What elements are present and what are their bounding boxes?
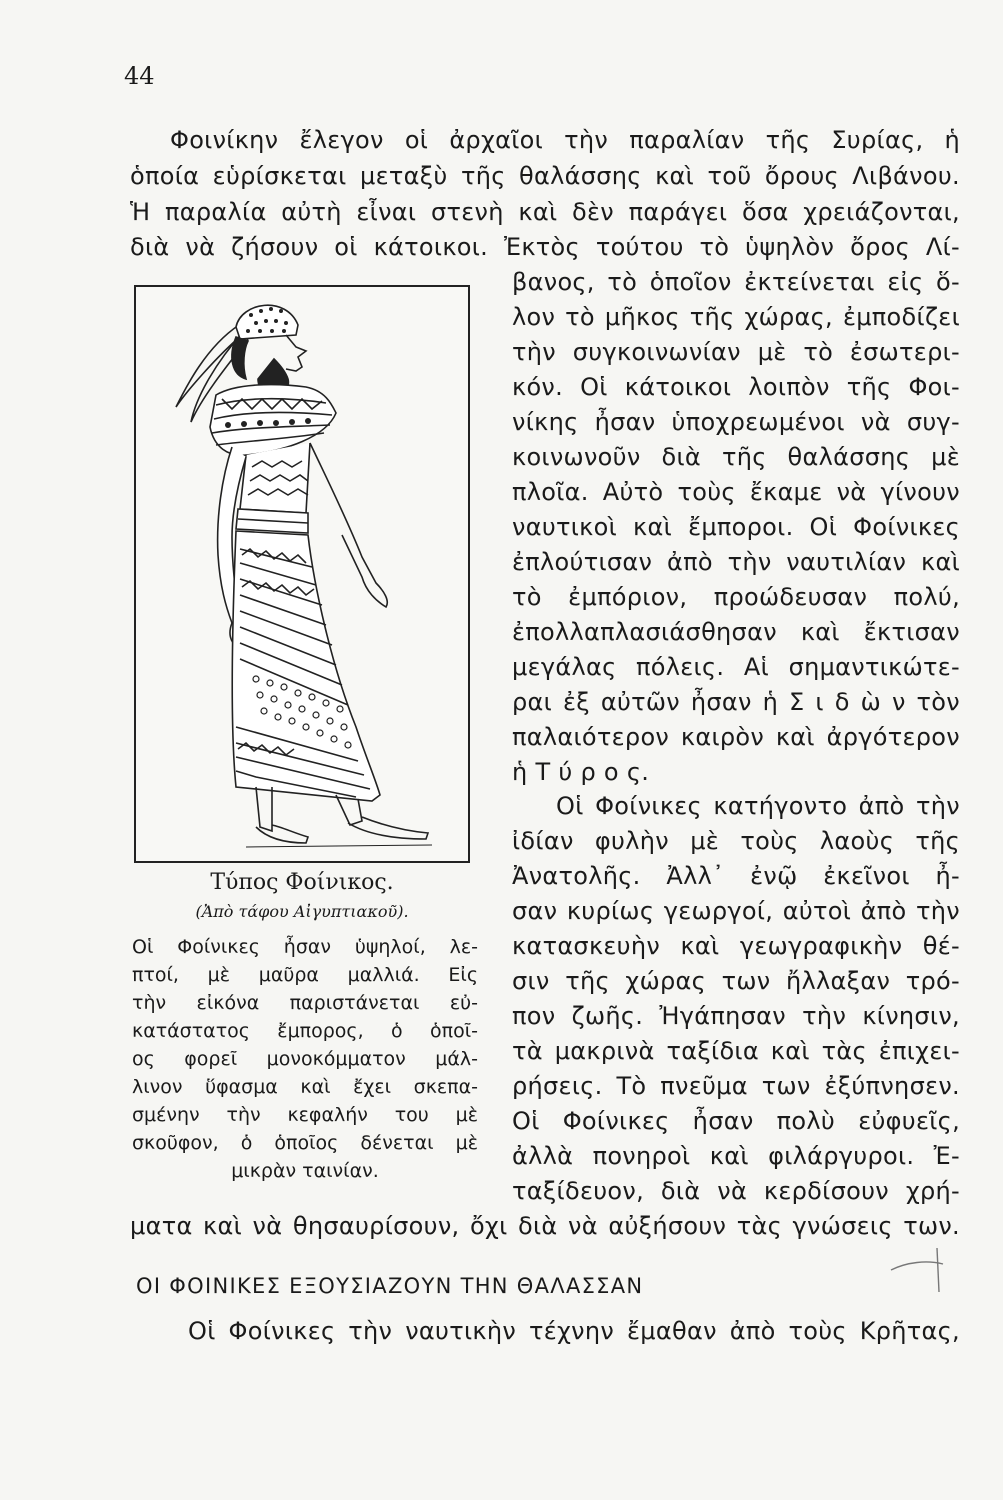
text-line: λον τὸ μῆκος τῆς χώρας, ἐμποδίζει xyxy=(512,303,960,331)
text-line: ναυτικοὶ καὶ ἔμποροι. Οἱ Φοίνικες xyxy=(512,513,960,541)
pencil-mark xyxy=(883,1240,963,1300)
figure-caption-line: Οἱ Φοίνικες ἦσαν ὑψηλοί, λε- xyxy=(132,936,478,958)
text-line: ταξίδευον, διὰ νὰ κερδίσουν χρή- xyxy=(512,1177,960,1205)
figure-caption-line: σκοῦφον, ὁ ὁποῖος δένεται μὲ xyxy=(132,1132,478,1154)
text-line: ἐπλούτισαν ἀπὸ τὴν ναυτιλίαν καὶ xyxy=(512,548,960,576)
text-line: σαν κυρίως γεωργοί, αὐτοὶ ἀπὸ τὴν xyxy=(512,897,960,925)
figure-caption-line: κατάστατος ἔμπορος, ὁ ὁποῖ- xyxy=(132,1020,478,1042)
phoenician-figure xyxy=(134,285,470,863)
text-line: πον ζωῆς. Ἠγάπησαν τὴν κίνησιν, xyxy=(512,1002,960,1030)
page-number: 44 xyxy=(124,62,155,90)
text-line: ἀλλὰ πονηροὶ καὶ φιλάργυροι. Ἐ- xyxy=(512,1142,960,1170)
text-line: ὁποία εὑρίσκεται μεταξὺ τῆς θαλάσσης καὶ τοῦ ὄρους Λιβάνου. xyxy=(130,162,960,190)
figure-caption-line: σμένην τὴν κεφαλήν του μὲ xyxy=(132,1104,478,1126)
text-line: σιν τῆς χώρας των ἤλλαξαν τρό- xyxy=(512,967,960,995)
figure-caption-line: τὴν εἰκόνα παριστάνεται εὐ- xyxy=(132,992,478,1014)
text-line: ραι ἐξ αὐτῶν ἦσαν ἡ Σ ι δ ὼ ν τὸν xyxy=(512,688,960,716)
text-line: πλοῖα. Αὐτὸ τοὺς ἔκαμε νὰ γίνουν xyxy=(512,478,960,506)
text-line: τὸ ἐμπόριον, προώδευσαν πολύ, xyxy=(512,583,960,611)
figure-caption-line: πτοί, μὲ μαῦρα μαλλιά. Εἰς xyxy=(132,964,478,986)
text-line: ἐπολλαπλασιάσθησαν καὶ ἔκτισαν xyxy=(512,618,960,646)
text-line: Οἱ Φοίνικες κατήγοντο ἀπὸ τὴν xyxy=(556,792,960,820)
text-line: ρήσεις. Τὸ πνεῦμα των ἐξύπνησεν. xyxy=(512,1072,960,1100)
text-line: νίκης ἦσαν ὑποχρεωμένοι νὰ συγ- xyxy=(512,408,960,436)
text-line: κοινωνοῦν διὰ τῆς θαλάσσης μὲ xyxy=(512,443,960,471)
figure-caption-title: Τύπος Φοίνικος. xyxy=(210,870,394,895)
figure-caption-source: (Ἀπὸ τάφου Αἰγυπτιακοῦ). xyxy=(195,902,409,921)
text-line: τὴν συγκοινωνίαν μὲ τὸ ἐσωτερι- xyxy=(512,338,960,366)
text-line: βανος, τὸ ὁποῖον ἐκτείνεται εἰς ὅ- xyxy=(512,268,960,296)
text-line: Φοινίκην ἔλεγον οἱ ἀρχαῖοι τὴν παραλίαν τῆς Συρίας, ἡ xyxy=(170,126,960,154)
text-line: Οἱ Φοίνικες τὴν ναυτικὴν τέχνην ἔμαθαν ἀπὸ τοὺς Κρῆτας, xyxy=(188,1317,960,1345)
text-line: Ἡ παραλία αὐτὴ εἶναι στενὴ καὶ δὲν παράγει ὅσα χρειάζονται, xyxy=(130,198,960,226)
text-line: κόν. Οἱ κάτοικοι λοιπὸν τῆς Φοι- xyxy=(512,373,960,401)
text-line: διὰ νὰ ζήσουν οἱ κάτοικοι. Ἐκτὸς τούτου τὸ ὑψηλὸν ὄρος Λί- xyxy=(130,233,960,261)
figure-caption-line: μικρὰν ταινίαν. xyxy=(231,1160,379,1182)
figure-caption-line: λινον ὕφασμα καὶ ἔχει σκεπα- xyxy=(132,1076,478,1098)
section-heading: ΟΙ ΦΟΙΝΙΚΕΣ ΕΞΟΥΣΙΑΖΟΥΝ ΤΗΝ ΘΑΛΑΣΣΑΝ xyxy=(136,1274,644,1298)
text-line: ματα καὶ νὰ θησαυρίσουν, ὄχι διὰ νὰ αὐξήσουν τὰς γνώσεις των. xyxy=(130,1212,960,1240)
phoenician-merchant-drawing xyxy=(136,287,468,861)
text-line: Ἀνατολῆς. Ἀλλ᾽ ἐνῷ ἐκεῖνοι ἦ- xyxy=(512,862,960,890)
text-line: κατασκευὴν καὶ γεωγραφικὴν θέ- xyxy=(512,932,960,960)
text-line: ἰδίαν φυλὴν μὲ τοὺς λαοὺς τῆς xyxy=(512,827,960,855)
text-line: παλαιότερον καιρὸν καὶ ἀργότερον xyxy=(512,723,960,751)
figure-caption-line: ος φορεῖ μονοκόμματον μάλ- xyxy=(132,1048,478,1070)
text-line: τὰ μακρινὰ ταξίδια καὶ τὰς ἐπιχει- xyxy=(512,1037,960,1065)
text-line: Οἱ Φοίνικες ἦσαν πολὺ εὐφυεῖς, xyxy=(512,1107,960,1135)
text-line: μεγάλας πόλεις. Αἱ σημαντικώτε- xyxy=(512,653,960,681)
text-line: ἡ Τ ύ ρ ο ς. xyxy=(512,758,650,786)
